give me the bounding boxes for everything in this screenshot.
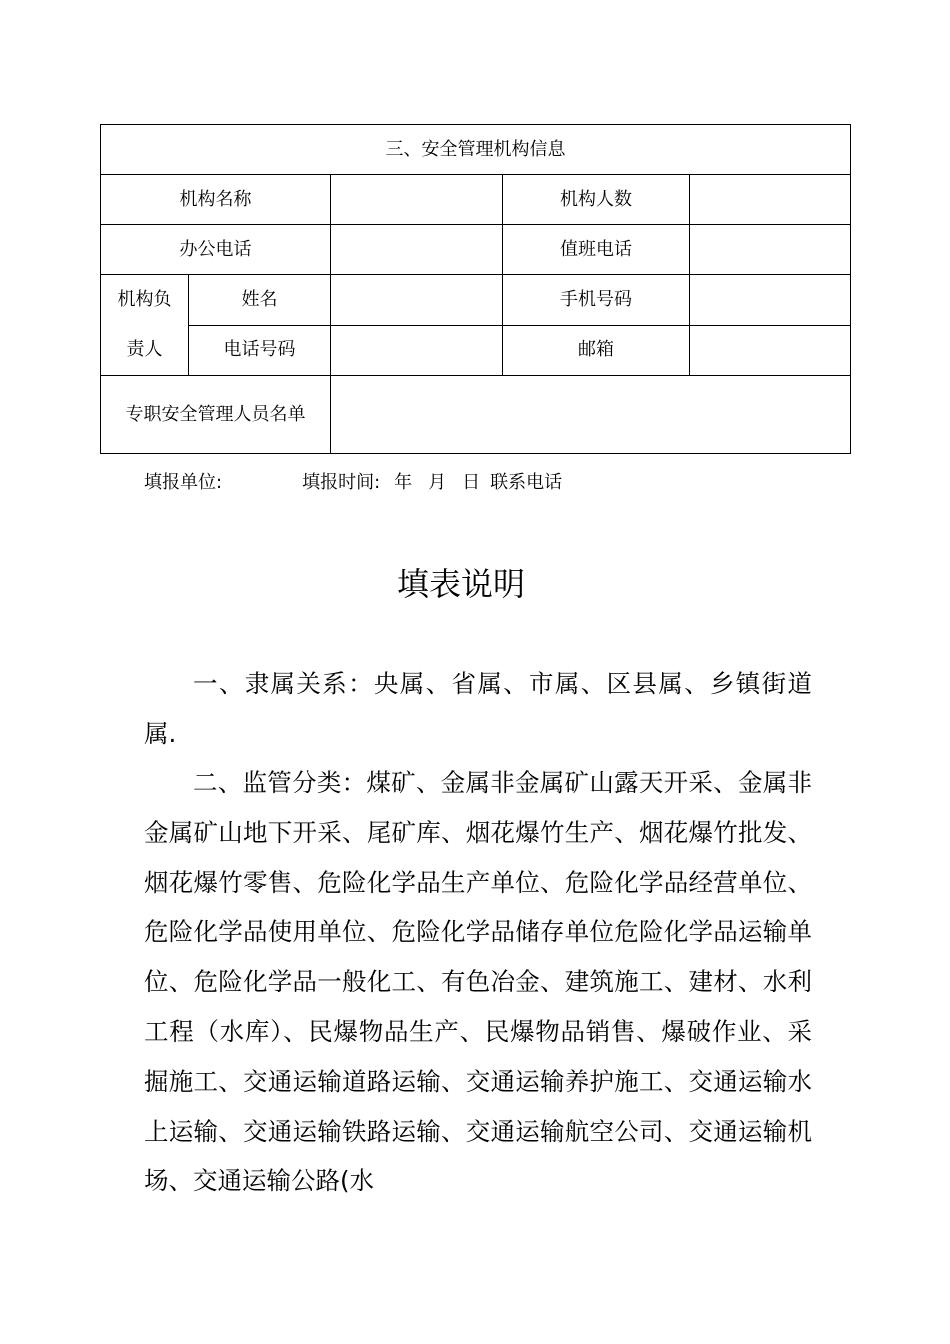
staff-list-label: 专职安全管理人员名单 [101, 376, 331, 454]
duty-phone-field[interactable] [690, 225, 851, 275]
email-label: 邮箱 [503, 325, 690, 376]
section-title: 三、安全管理机构信息 [101, 125, 851, 175]
report-year: 年 [394, 472, 413, 493]
office-phone-label: 办公电话 [101, 225, 331, 275]
report-footer [144, 470, 562, 496]
head-name-field[interactable] [331, 275, 503, 326]
head-name-label: 姓名 [189, 275, 331, 326]
org-name-field[interactable] [331, 175, 503, 225]
instruction-supervision-category: 二、监管分类：煤矿、金属非金属矿山露天开采、金属非金属矿山地下开采、尾矿库、烟花爆竹生产、烟花爆竹批发、烟花爆竹零售、危险化学品生产单位、危险化学品经营单位、危险化学品使用单位、危险化学品储存单位危险化学品运输单位、危险化学品一般化工、有色冶金、建筑施工、建材、水利工程（水库）、民爆物品生产、民爆物品销售、爆破作业、采掘施工、交通运输道路运输、交通运输养护施工、交通运输水上运输、交通运输铁路运输、交通运输航空公司、交通运输机场、交通运输公路(水 [144, 768, 812, 1196]
org-count-label: 机构人数 [503, 175, 690, 225]
org-name-label: 机构名称 [101, 175, 331, 225]
report-time-label: 填报时间: [302, 472, 381, 493]
instructions-title: 填表说明 [396, 565, 525, 603]
org-count-field[interactable] [690, 175, 851, 225]
safety-org-info-table [100, 124, 851, 454]
email-field[interactable] [690, 325, 851, 376]
org-head-label: 机构负 责人 [101, 275, 189, 376]
head-phone-field[interactable] [331, 325, 503, 376]
staff-list-field[interactable] [331, 376, 851, 454]
office-phone-field[interactable] [331, 225, 503, 275]
mobile-field[interactable] [690, 275, 851, 326]
duty-phone-label: 值班电话 [503, 225, 690, 275]
report-day: 日 [462, 472, 481, 493]
report-unit-label: 填报单位: [144, 472, 223, 493]
instruction-affiliation: 一、隶属关系：央属、省属、市属、区县属、乡镇街道属. [144, 669, 812, 748]
head-phone-label: 电话号码 [189, 325, 331, 376]
report-month: 月 [428, 472, 447, 493]
mobile-label: 手机号码 [503, 275, 690, 326]
report-contact-label: 联系电话 [490, 472, 563, 493]
